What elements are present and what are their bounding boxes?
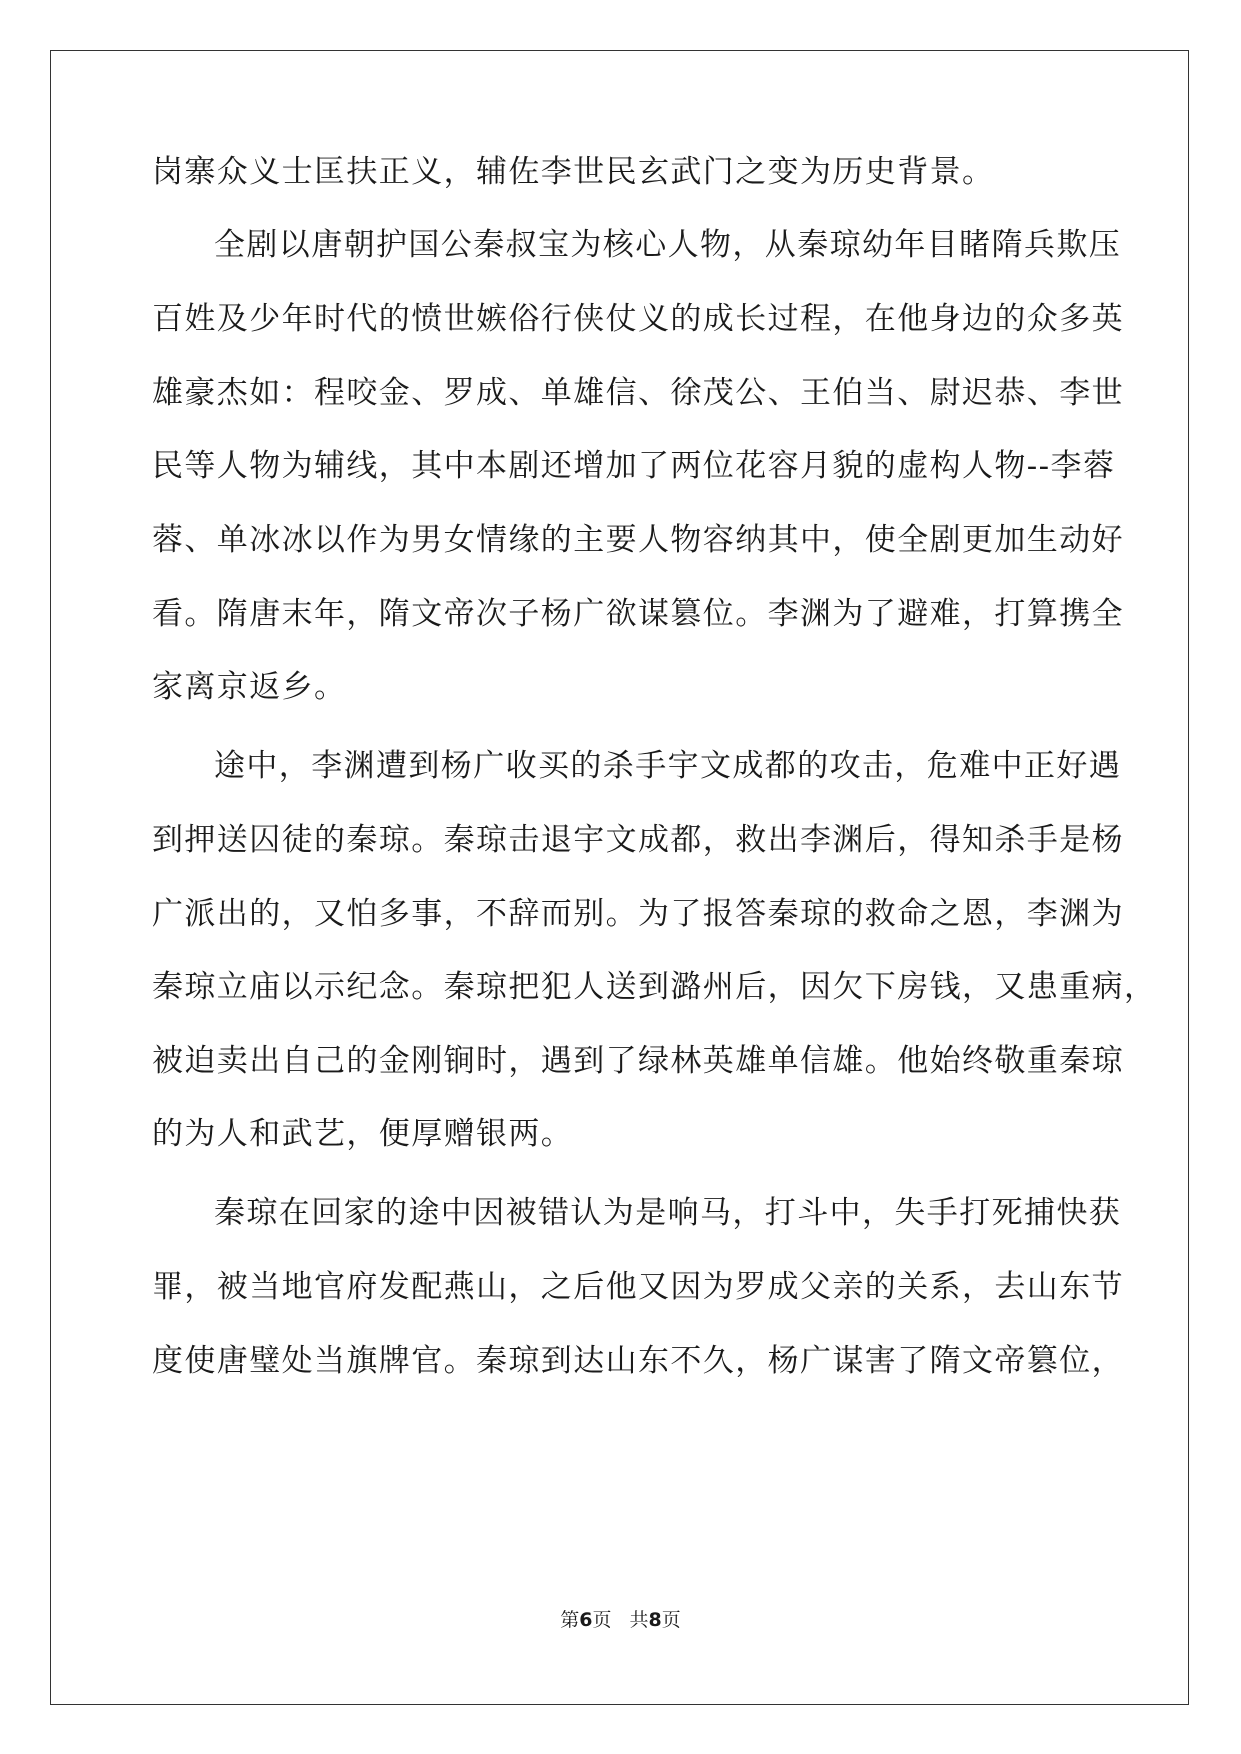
total-suffix: 页 [661, 1609, 681, 1631]
paragraph-first-line: 全剧以唐朝护国公秦叔宝为核心人物，从秦琼幼年目睹隋兵欺压 [214, 227, 1122, 263]
page-suffix: 页 [592, 1609, 612, 1631]
total-pages: 8 [648, 1609, 662, 1631]
text-line: 秦琼立庙以示纪念。秦琼把犯人送到潞州后，因欠下房钱，又患重病， [152, 969, 1157, 1005]
paragraph-first-line: 途中，李渊遭到杨广收买的杀手宇文成都的攻击，危难中正好遇 [214, 748, 1122, 784]
paragraph-first-line: 秦琼在回家的途中因被错认为是响马，打斗中，失手打死捕快获 [214, 1195, 1122, 1231]
page-footer [0, 1608, 1241, 1632]
text-line: 罪，被当地官府发配燕山，之后他又因为罗成父亲的关系，去山东节 [152, 1269, 1124, 1305]
text-line: 到押送囚徒的秦琼。秦琼击退宇文成都，救出李渊后，得知杀手是杨 [152, 822, 1124, 858]
page-number: 6 [579, 1609, 593, 1631]
text-line: 度使唐璧处当旗牌官。秦琼到达山东不久，杨广谋害了隋文帝篡位， [152, 1343, 1124, 1379]
text-line: 雄豪杰如：程咬金、罗成、单雄信、徐茂公、王伯当、尉迟恭、李世 [152, 375, 1124, 411]
page-prefix: 第 [560, 1609, 580, 1631]
text-line: 岗寨众义士匡扶正义，辅佐李世民玄武门之变为历史背景。 [152, 154, 995, 190]
text-line: 被迫卖出自己的金刚锏时，遇到了绿林英雄单信雄。他始终敬重秦琼 [152, 1043, 1124, 1079]
total-prefix: 共 [629, 1609, 649, 1631]
text-line: 民等人物为辅线，其中本剧还增加了两位花容月貌的虚构人物--李蓉 [152, 448, 1116, 484]
text-line: 百姓及少年时代的愤世嫉俗行侠仗义的成长过程，在他身边的众多英 [152, 301, 1124, 337]
text-line: 家离京返乡。 [152, 669, 347, 705]
text-line: 看。隋唐末年，隋文帝次子杨广欲谋篡位。李渊为了避难，打算携全 [152, 596, 1124, 632]
text-line: 的为人和武艺，便厚赠银两。 [152, 1116, 574, 1152]
text-line: 广派出的，又怕多事，不辞而别。为了报答秦琼的救命之恩，李渊为 [152, 896, 1124, 932]
text-line: 蓉、单冰冰以作为男女情缘的主要人物容纳其中，使全剧更加生动好 [152, 522, 1124, 558]
